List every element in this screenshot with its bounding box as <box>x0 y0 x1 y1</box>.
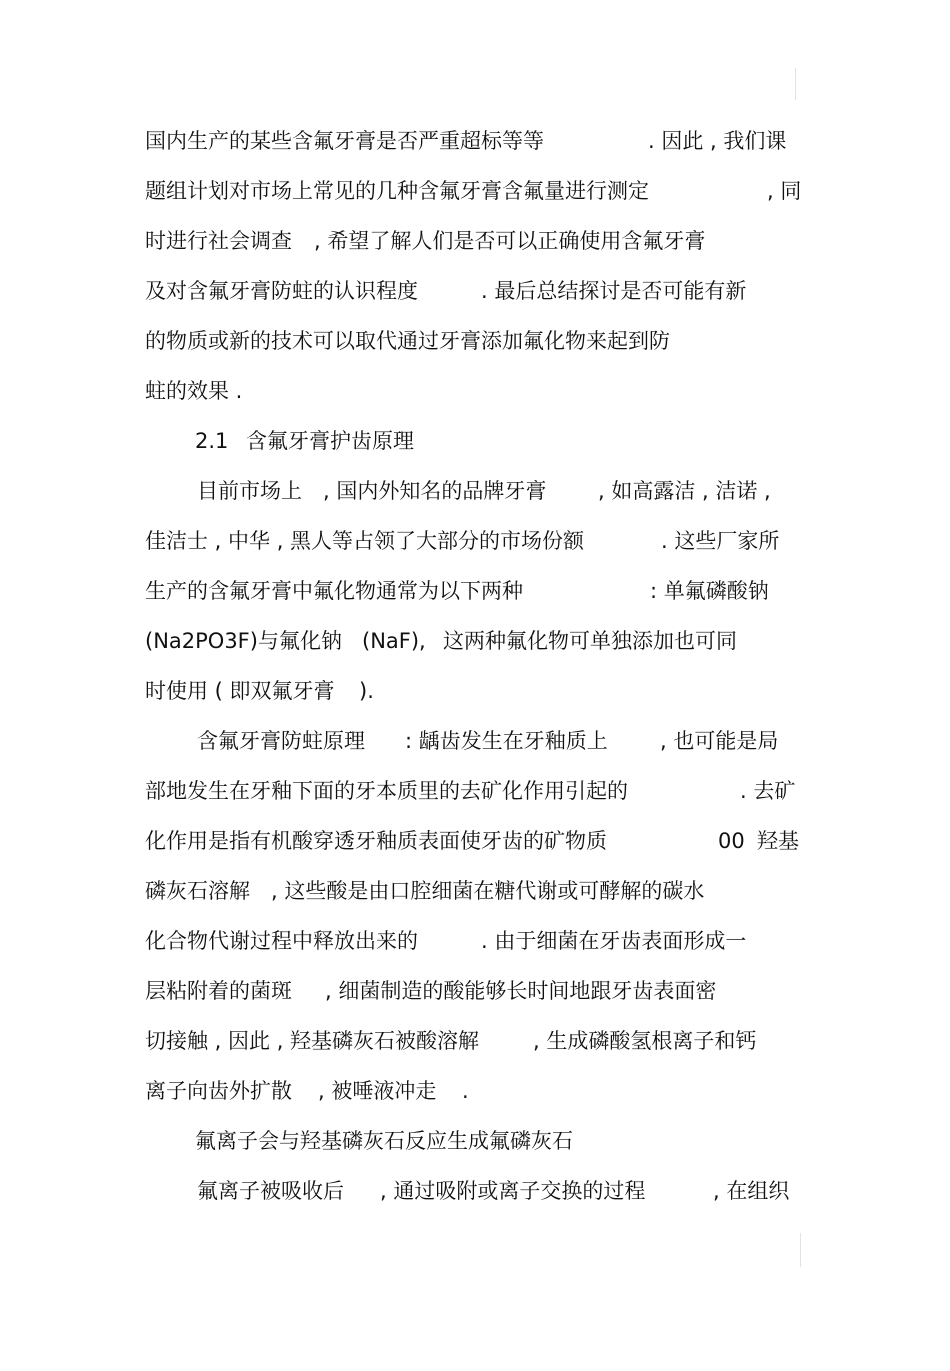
text-segment: 化合物代谢过程中释放出来的 <box>145 929 418 953</box>
text-segment: , 也可能是局 <box>660 729 779 753</box>
text-segment: : 单氟磷酸钠 <box>650 579 769 603</box>
text-segment: 时使用 ( 即双氟牙膏 <box>145 679 335 703</box>
text-line-20 <box>0 1071 950 1111</box>
text-segment: , 同 <box>767 179 802 203</box>
section-heading <box>0 421 950 461</box>
text-segment: 这两种氟化物可单独添加也可同 <box>443 629 737 653</box>
text-line-11 <box>0 621 950 661</box>
bottom-right-margin-mark <box>800 1233 801 1267</box>
text-segment: 羟基 <box>757 829 799 853</box>
text-segment: , 在组织 <box>713 1179 790 1203</box>
text-segment: 生产的含氟牙膏中氟化物通常为以下两种 <box>145 579 523 603</box>
text-segment: , 细菌制造的酸能够长时间地跟牙齿表面密 <box>325 979 717 1003</box>
text-segment: (Na2PO3F)与氟化钠 <box>145 629 342 653</box>
text-segment: 佳洁士 , 中华 , 黑人等占领了大部分的市场份额 <box>145 529 585 553</box>
text-segment: , 通过吸附或离子交换的过程 <box>380 1179 646 1203</box>
text-segment: 题组计划对市场上常见的几种含氟牙膏含氟量进行测定 <box>145 179 649 203</box>
text-segment: . 最后总结探讨是否可能有新 <box>481 279 747 303</box>
text-line-15 <box>0 821 950 861</box>
text-segment: . 由于细菌在牙齿表面形成一 <box>481 929 747 953</box>
text-line-8 <box>0 471 950 511</box>
text-segment: ). <box>359 679 374 703</box>
text-segment: 离子向齿外扩散 <box>145 1079 292 1103</box>
text-segment: 国内生产的某些含氟牙膏是否严重超标等等 <box>145 129 544 153</box>
text-line-2 <box>0 171 950 211</box>
text-line-4 <box>0 271 950 311</box>
text-segment: 磷灰石溶解 <box>145 879 250 903</box>
text-line-3 <box>0 221 950 261</box>
text-segment: 化作用是指有机酸穿透牙釉质表面使牙齿的矿物质 <box>145 829 607 853</box>
text-segment: , 如高露洁 , 洁诺 , <box>598 479 771 503</box>
text-line-14 <box>0 771 950 811</box>
text-segment: . <box>462 1079 469 1103</box>
text-segment: 蛀的效果 . <box>145 379 243 403</box>
text-segment: : 龋齿发生在牙釉质上 <box>405 729 608 753</box>
text-line-12 <box>0 671 950 711</box>
text-segment: . 因此 , 我们课 <box>648 129 787 153</box>
text-line-18 <box>0 971 950 1011</box>
section-number: 2.1 <box>195 429 229 453</box>
text-segment: 及对含氟牙膏防蛀的认识程度 <box>145 279 418 303</box>
text-line-9 <box>0 521 950 561</box>
text-segment: , 被唾液冲走 <box>318 1079 437 1103</box>
section-title: 含氟牙膏护齿原理 <box>246 429 414 453</box>
text-segment: 氟离子被吸收后 <box>197 1179 344 1203</box>
text-segment: 层粘附着的菌斑 <box>145 979 292 1003</box>
text-segment: (NaF), <box>362 629 426 653</box>
text-line-16 <box>0 871 950 911</box>
text-segment: , 希望了解人们是否可以正确使用含氟牙膏 <box>314 229 706 253</box>
top-right-margin-mark <box>795 68 796 100</box>
text-segment: 的物质或新的技术可以取代通过牙膏添加氟化物来起到防 <box>145 329 670 353</box>
text-segment: 部地发生在牙釉下面的牙本质里的去矿化作用引起的 <box>145 779 628 803</box>
text-segment: 目前市场上 <box>197 479 302 503</box>
text-line-10 <box>0 571 950 611</box>
text-segment: , 国内外知名的品牌牙膏 <box>323 479 547 503</box>
text-segment: 切接触 , 因此 , 羟基磷灰石被酸溶解 <box>145 1029 480 1053</box>
text-segment: 00 <box>718 829 745 853</box>
text-segment: 含氟牙膏防蛀原理 <box>197 729 365 753</box>
text-segment: . 这些厂家所 <box>661 529 780 553</box>
text-segment: , 生成磷酸氢根离子和钙 <box>533 1029 757 1053</box>
text-segment: 氟离子会与羟基磷灰石反应生成氟磷灰石 <box>195 1129 573 1153</box>
text-segment: . 去矿 <box>740 779 796 803</box>
text-line-1 <box>0 121 950 161</box>
text-segment: 时进行社会调查 <box>145 229 292 253</box>
text-line-19 <box>0 1021 950 1061</box>
text-line-6 <box>0 371 950 411</box>
text-line-21 <box>0 1121 950 1161</box>
text-line-17 <box>0 921 950 961</box>
text-line-22 <box>0 1171 950 1211</box>
text-segment: , 这些酸是由口腔细菌在糖代谢或可酵解的碳水 <box>271 879 705 903</box>
text-line-13 <box>0 721 950 761</box>
text-line-5 <box>0 321 950 361</box>
